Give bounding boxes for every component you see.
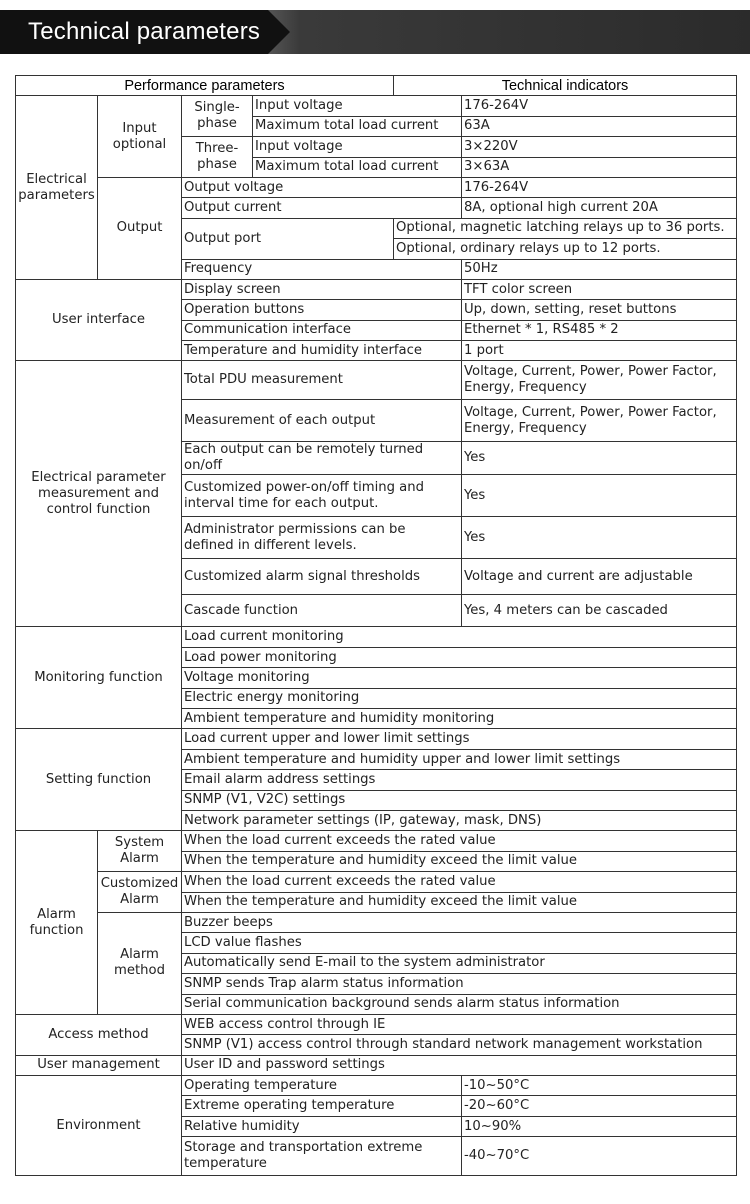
setting-item: Email alarm address settings xyxy=(182,770,737,790)
section-setting: Setting function xyxy=(16,729,182,831)
alarm-item: When the temperature and humidity exceed the limit value xyxy=(182,851,737,871)
ui-value: Up, down, setting, reset buttons xyxy=(462,300,737,320)
section-electrical: Electrical parameters xyxy=(16,96,98,280)
table-header-row xyxy=(16,76,737,96)
env-value: -40~70°C xyxy=(462,1137,737,1176)
monitoring-item: Voltage monitoring xyxy=(182,668,737,688)
tp-input-voltage: Input voltage xyxy=(253,137,462,157)
alarm-method-item: Serial communication background sends alarm status information xyxy=(182,994,737,1014)
header-performance: Performance parameters xyxy=(16,76,394,96)
sp-max-load: Maximum total load current xyxy=(253,116,462,136)
alarm-method-item: LCD value flashes xyxy=(182,933,737,953)
subsection-custom-alarm: Customized Alarm xyxy=(98,872,182,913)
alarm-item: When the load current exceeds the rated value xyxy=(182,831,737,851)
measure-value: Yes, 4 meters can be cascaded xyxy=(462,595,737,627)
tp-max-load-val: 3×63A xyxy=(462,157,737,177)
table-row xyxy=(16,96,737,116)
page-header xyxy=(0,0,750,64)
measure-key: Customized alarm signal thresholds xyxy=(182,559,462,595)
output-port-val-1: Optional, magnetic latching relays up to 36 ports. xyxy=(394,218,737,238)
subsection-alarm-method: Alarm method xyxy=(98,912,182,1014)
output-current-val: 8A, optional high current 20A xyxy=(462,198,737,218)
ui-key: Communication interface xyxy=(182,320,462,340)
ui-value: TFT color screen xyxy=(462,279,737,299)
frequency-val: 50Hz xyxy=(462,259,737,279)
env-value: -10~50°C xyxy=(462,1076,737,1096)
env-key: Relative humidity xyxy=(182,1116,462,1136)
table-row xyxy=(16,1076,737,1096)
alarm-method-item: SNMP sends Trap alarm status information xyxy=(182,974,737,994)
section-access: Access method xyxy=(16,1014,182,1055)
sp-max-load-val: 63A xyxy=(462,116,737,136)
table-row xyxy=(16,627,737,647)
access-item: WEB access control through IE xyxy=(182,1014,737,1034)
ui-key: Temperature and humidity interface xyxy=(182,341,462,361)
measure-value: Yes xyxy=(462,442,737,475)
ui-key: Display screen xyxy=(182,279,462,299)
output-voltage-val: 176-264V xyxy=(462,177,737,197)
subsection-system-alarm: System Alarm xyxy=(98,831,182,872)
table-row xyxy=(16,729,737,749)
three-phase-label: Three-phase xyxy=(182,137,253,178)
env-value: -20~60°C xyxy=(462,1096,737,1116)
user-management-value: User ID and password settings xyxy=(182,1055,737,1075)
table-row xyxy=(16,1055,737,1075)
output-port: Output port xyxy=(182,218,394,259)
table-row xyxy=(16,872,737,892)
section-alarm: Alarm function xyxy=(16,831,98,1015)
measure-value: Yes xyxy=(462,517,737,559)
output-port-val-2: Optional, ordinary relays up to 12 ports. xyxy=(394,239,737,259)
output-voltage: Output voltage xyxy=(182,177,462,197)
table-row xyxy=(16,177,737,197)
measure-value: Voltage, Current, Power, Power Factor, Energy, Frequency xyxy=(462,361,737,400)
monitoring-item: Ambient temperature and humidity monitoring xyxy=(182,709,737,729)
section-measurement: Electrical parameter measurement and control function xyxy=(16,361,182,627)
table-row xyxy=(16,831,737,851)
subsection-input: Input optional xyxy=(98,96,182,178)
env-key: Extreme operating temperature xyxy=(182,1096,462,1116)
measure-value: Yes xyxy=(462,475,737,517)
spec-table xyxy=(15,75,737,1176)
measure-key: Customized power-on/off timing and interval time for each output. xyxy=(182,475,462,517)
env-key: Operating temperature xyxy=(182,1076,462,1096)
ui-value: Ethernet * 1, RS485 * 2 xyxy=(462,320,737,340)
alarm-item: When the load current exceeds the rated value xyxy=(182,872,737,892)
measure-key: Measurement of each output xyxy=(182,400,462,442)
monitoring-item: Load power monitoring xyxy=(182,647,737,667)
section-monitoring: Monitoring function xyxy=(16,627,182,729)
measure-key: Total PDU measurement xyxy=(182,361,462,400)
setting-item: Network parameter settings (IP, gateway, mask, DNS) xyxy=(182,810,737,830)
single-phase-label: Single-phase xyxy=(182,96,253,137)
header-indicators: Technical indicators xyxy=(394,76,737,96)
setting-item: Ambient temperature and humidity upper and lower limit settings xyxy=(182,749,737,769)
alarm-method-item: Buzzer beeps xyxy=(182,912,737,932)
env-value: 10~90% xyxy=(462,1116,737,1136)
ui-value: 1 port xyxy=(462,341,737,361)
measure-key: Cascade function xyxy=(182,595,462,627)
subsection-output: Output xyxy=(98,177,182,279)
section-user-interface: User interface xyxy=(16,279,182,361)
table-row xyxy=(16,279,737,299)
page-title: Technical parameters xyxy=(28,18,261,45)
measure-key: Administrator permissions can be defined in different levels. xyxy=(182,517,462,559)
sp-input-voltage-val: 176-264V xyxy=(462,96,737,116)
tp-max-load: Maximum total load current xyxy=(253,157,462,177)
table-row xyxy=(16,361,737,400)
output-current: Output current xyxy=(182,198,462,218)
access-item: SNMP (V1) access control through standard network management workstation xyxy=(182,1035,737,1055)
frequency: Frequency xyxy=(182,259,462,279)
tp-input-voltage-val: 3×220V xyxy=(462,137,737,157)
monitoring-item: Electric energy monitoring xyxy=(182,688,737,708)
env-key: Storage and transportation extreme temperature xyxy=(182,1137,462,1176)
measure-key: Each output can be remotely turned on/off xyxy=(182,442,462,475)
table-row xyxy=(16,912,737,932)
measure-value: Voltage, Current, Power, Power Factor, Energy, Frequency xyxy=(462,400,737,442)
alarm-method-item: Automatically send E-mail to the system administrator xyxy=(182,953,737,973)
setting-item: Load current upper and lower limit settings xyxy=(182,729,737,749)
table-row xyxy=(16,1014,737,1034)
ui-key: Operation buttons xyxy=(182,300,462,320)
setting-item: SNMP (V1, V2C) settings xyxy=(182,790,737,810)
section-user-management: User management xyxy=(16,1055,182,1075)
sp-input-voltage: Input voltage xyxy=(253,96,462,116)
alarm-item: When the temperature and humidity exceed the limit value xyxy=(182,892,737,912)
monitoring-item: Load current monitoring xyxy=(182,627,737,647)
section-environment: Environment xyxy=(16,1076,182,1176)
measure-value: Voltage and current are adjustable xyxy=(462,559,737,595)
